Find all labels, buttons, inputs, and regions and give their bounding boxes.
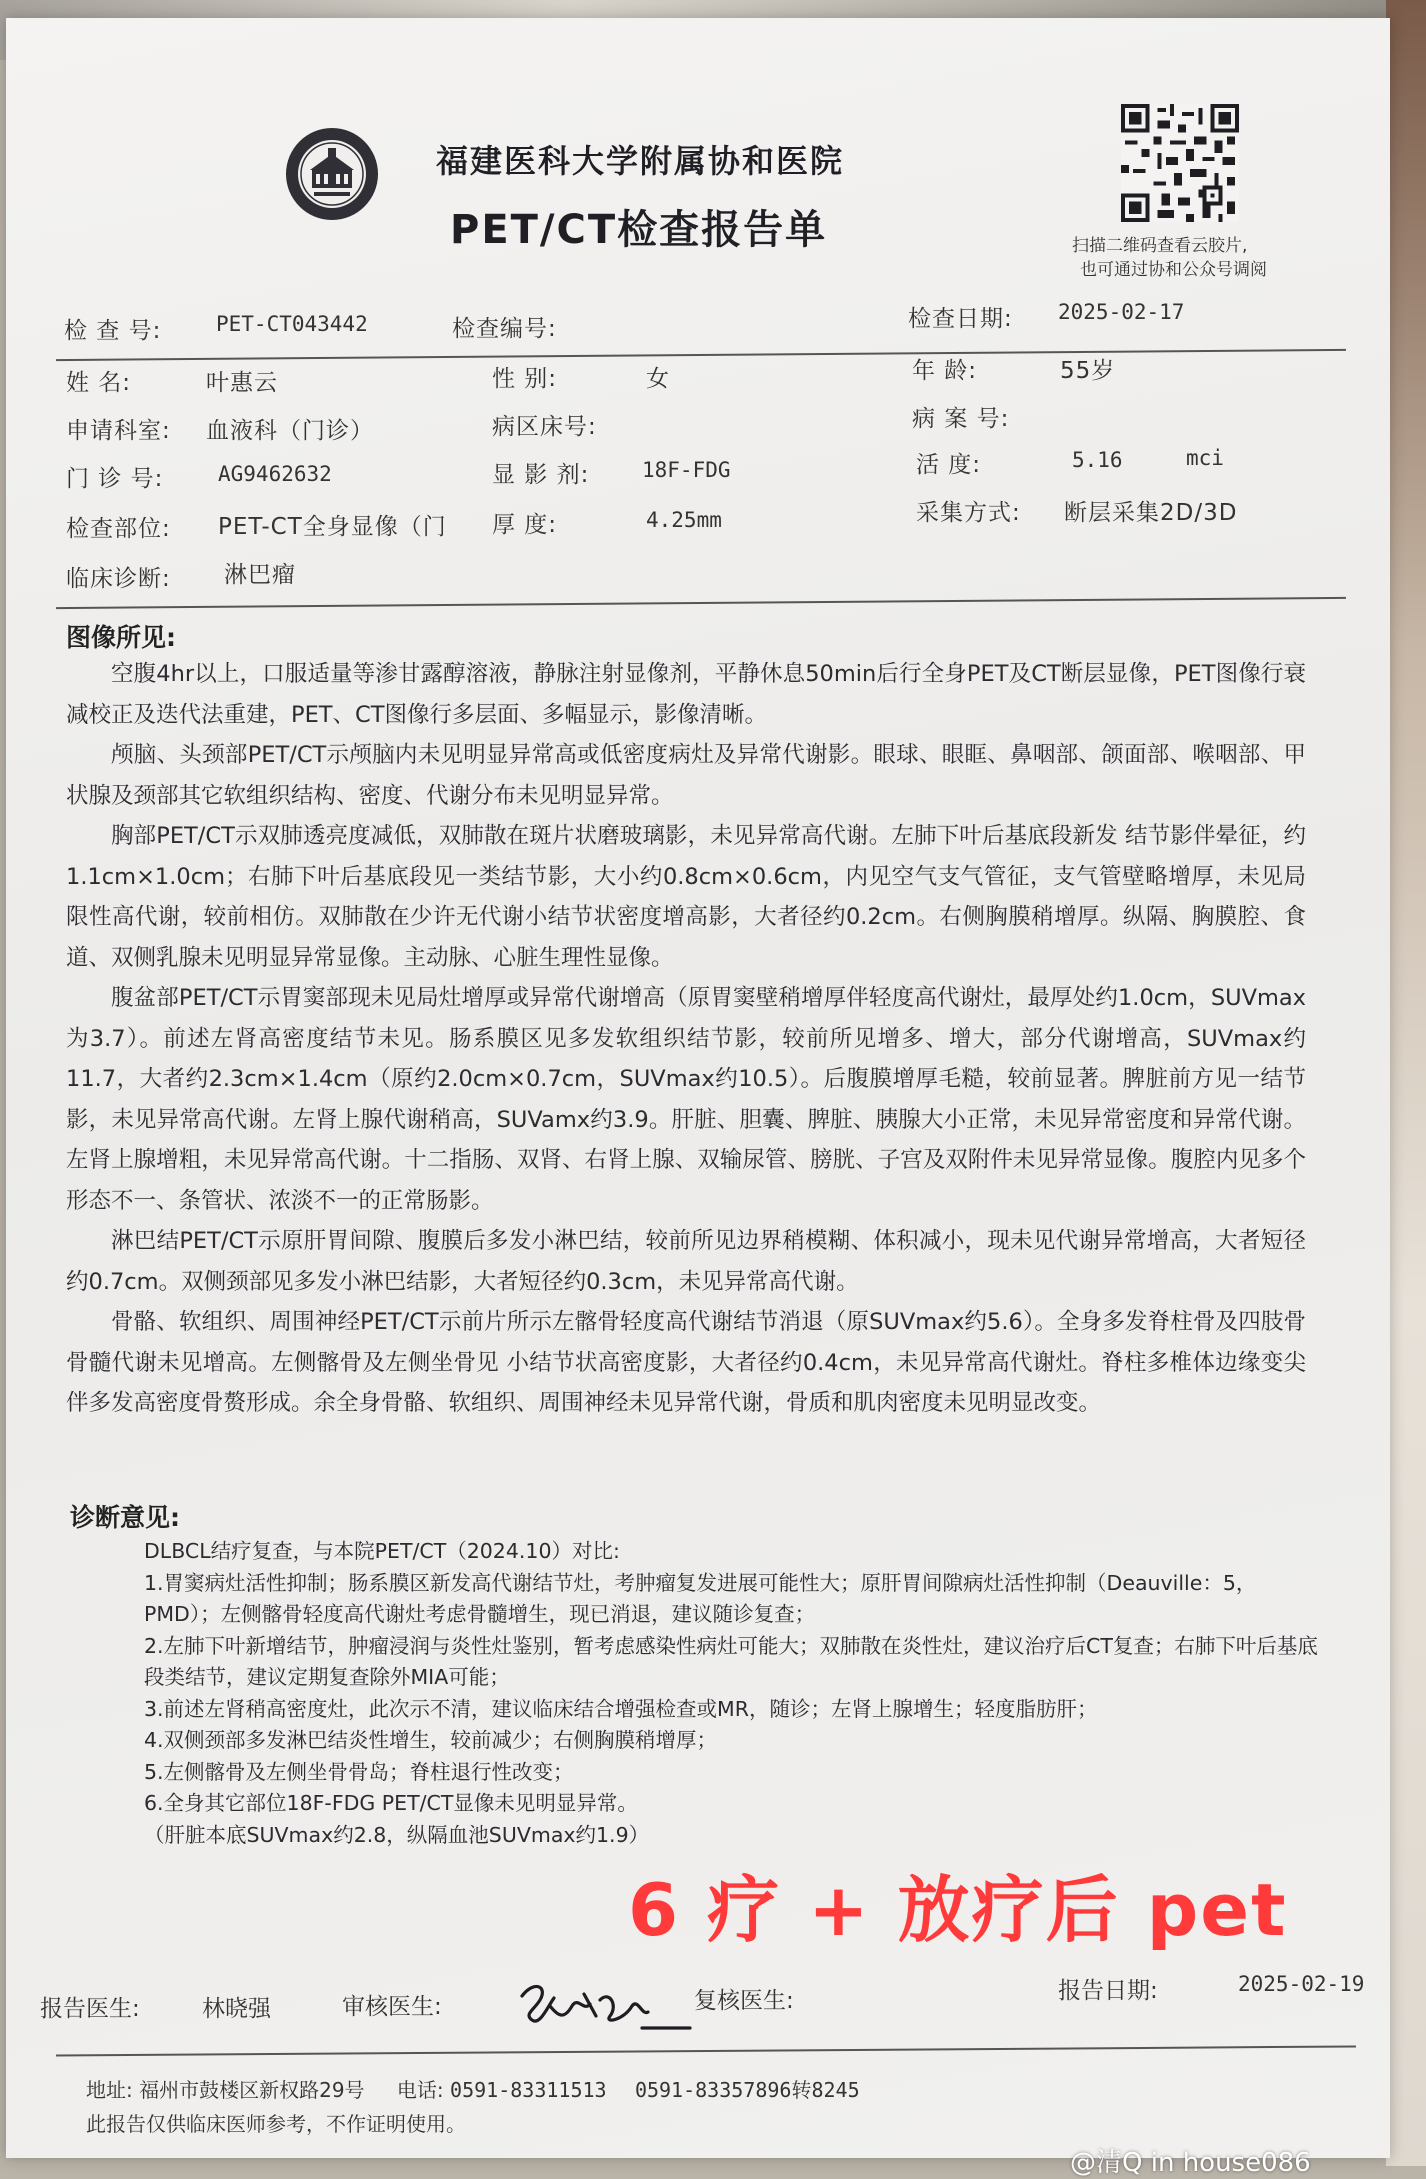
address-line bbox=[86, 2074, 860, 2103]
activity-label: 活 度: bbox=[916, 452, 982, 478]
diagnosis-line: 3.前述左肾稍高密度灶，此次示不清，建议临床结合增强检查或MR，随诊；左肾上腺增生；轻度脂肪肝； bbox=[144, 1696, 1098, 1721]
qr-note-line2: 也可通过协和公众号调阅 bbox=[1080, 260, 1267, 280]
findings-paragraph: 胸部PET/CT示双肺透亮度减低，双肺散在斑片状磨玻璃影，未见异常高代谢。左肺下叶后基底段新发 结节影伴晕征，约1.1cm×1.0cm；右肺下叶后基底段见一类结节影，大小约0.8cm×0.6cm，内见空气支气管征，支气管壁略增厚，未见局限性高代谢，较前相仿。双肺散在少许无代谢小结节状密度增高影，大者径约0.2cm。右侧胸膜稍增厚。纵隔、胸膜腔、食道、双侧乳腺未见明显异常显像。主动脉、心脏生理性显像。 bbox=[66, 823, 1306, 971]
exam-date-value: 2025-02-17 bbox=[1058, 300, 1185, 324]
qr-code[interactable] bbox=[1120, 104, 1240, 222]
diag-label: 临床诊断: bbox=[66, 566, 171, 592]
recheck-label: 复核医生: bbox=[694, 1988, 794, 2014]
findings-paragraph: 空腹4hr以上，口服适量等渗甘露醇溶液，静脉注射显像剂，平静休息50min后行全身PET及CT断层显像，PET图像行衰减校正及迭代法重建，PET、CT图像行多层面、多幅显示，影像清晰。 bbox=[66, 661, 1306, 728]
diagnosis-line: 5.左侧髂骨及左侧坐骨骨岛；脊柱退行性改变； bbox=[144, 1759, 574, 1784]
acq-value: 断层采集2D/3D bbox=[1064, 500, 1238, 526]
diagnosis-line: 6.全身其它部位18F-FDG PET/CT显像未见明显异常。 bbox=[144, 1791, 638, 1815]
name-label: 姓 名: bbox=[66, 370, 132, 396]
thick-label: 厚 度: bbox=[492, 512, 558, 538]
report-title: PET/CT检查报告单 bbox=[450, 207, 828, 253]
diagnosis-line: 2.左肺下叶新增结节，肿瘤浸润与炎性灶鉴别，暂考虑感染性病灶可能大；双肺散在炎性灶，建议治疗后CT复查；右肺下叶后基底段类结节，建议定期复查除外MIA可能； bbox=[144, 1633, 1318, 1689]
address-value: 福州市鼓楼区新权路29号 bbox=[139, 2078, 365, 2102]
record-label: 病 案 号: bbox=[912, 406, 1010, 432]
diagnosis-line: DLBCL结疗复查，与本院PET/CT（2024.10）对比: bbox=[144, 1539, 620, 1563]
sex-value: 女 bbox=[646, 366, 670, 392]
reviewer-signature bbox=[514, 1976, 692, 2038]
findings-paragraph: 淋巴结PET/CT示原肝胃间隙、腹膜后多发小淋巴结，较前所见边界稍模糊、体积减小，现未见代谢异常增高，大者短径约0.7cm。双侧颈部见多发小淋巴结影，大者短径约0.3cm，未见异常高代谢。 bbox=[66, 1228, 1306, 1295]
diag-value: 淋巴瘤 bbox=[224, 562, 296, 588]
agent-label: 显 影 剂: bbox=[492, 462, 590, 488]
exam-no-label: 检 查 号: bbox=[64, 318, 162, 344]
name-value: 叶惠云 bbox=[206, 370, 278, 396]
hospital-logo bbox=[284, 126, 380, 222]
exam-no-value: PET-CT043442 bbox=[216, 312, 368, 336]
findings-body bbox=[66, 654, 1306, 1424]
disclaimer: 此报告仅供临床医师参考，不作证明使用。 bbox=[86, 2112, 466, 2136]
phone-1: 0591-83311513 bbox=[450, 2078, 607, 2102]
phone-label: 电话: bbox=[396, 2078, 444, 2102]
exam-code-label: 检查编号: bbox=[452, 316, 557, 342]
diagnosis-line: （肝脏本底SUVmax约2.8，纵隔血池SUVmax约1.9） bbox=[144, 1822, 650, 1847]
diagnosis-body bbox=[144, 1536, 1324, 1851]
overlay-annotation: 6 疗 + 放疗后 pet bbox=[628, 1868, 1288, 1952]
phone-2: 0591-83357896转8245 bbox=[634, 2078, 860, 2102]
findings-paragraph: 骨骼、软组织、周围神经PET/CT示前片所示左髂骨轻度高代谢结节消退（原SUVmax约5.6）。全身多发脊柱骨及四肢骨骨髓代谢未见增高。左侧髂骨及左侧坐骨见 小结节状高密度影，大者径约0.4cm，未见异常高代谢灶。脊柱多椎体边缘变尖伴多发高密度骨赘形成。余全身骨骼、软组织、周围神经未见异常代谢，骨质和肌肉密度未见明显改变。 bbox=[66, 1309, 1306, 1416]
diagnosis-line: 4.双侧颈部多发淋巴结炎性增生，较前减少；右侧胸膜稍增厚； bbox=[144, 1728, 718, 1752]
findings-title: 图像所见: bbox=[66, 623, 176, 652]
sex-label: 性 别: bbox=[492, 366, 558, 392]
activity-value: 5.16 bbox=[1072, 448, 1123, 472]
doctor-label: 报告医生: bbox=[40, 1996, 140, 2022]
watermark: @清Q in house086 bbox=[1070, 2148, 1311, 2178]
hospital-name: 福建医科大学附属协和医院 bbox=[436, 142, 845, 180]
findings-paragraph: 颅脑、头颈部PET/CT示颅脑内未见明显异常高或低密度病灶及异常代谢影。眼球、眼眶、鼻咽部、颌面部、喉咽部、甲状腺及颈部其它软组织结构、密度、代谢分布未见明显异常。 bbox=[66, 742, 1306, 809]
site-value: PET-CT全身显像（门 bbox=[218, 514, 447, 540]
qr-note-line1: 扫描二维码查看云胶片, bbox=[1072, 236, 1248, 256]
exam-date-label: 检查日期: bbox=[908, 306, 1013, 332]
report-date-label: 报告日期: bbox=[1058, 1978, 1158, 2004]
qr-note bbox=[1072, 234, 1267, 282]
age-label: 年 龄: bbox=[912, 358, 978, 384]
reviewer-label: 审核医生: bbox=[342, 1994, 442, 2020]
doctor-value: 林晓强 bbox=[202, 1996, 271, 2022]
diagnosis-line: 1.胃窦病灶活性抑制；肠系膜区新发高代谢结节灶，考肿瘤复发进展可能性大；原肝胃间隙病灶活性抑制（Deauville：5，PMD）；左侧髂骨轻度高代谢灶考虑骨髓增生，现已消退，建议随诊复查； bbox=[144, 1570, 1257, 1626]
acq-label: 采集方式: bbox=[916, 500, 1021, 526]
footer-divider bbox=[56, 2045, 1356, 2056]
age-value: 55岁 bbox=[1060, 358, 1116, 384]
findings-paragraph: 腹盆部PET/CT示胃窦部现未见局灶增厚或异常代谢增高（原胃窦壁稍增厚伴轻度高代谢灶，最厚处约1.0cm，SUVmax为3.7）。前述左肾高密度结节未见。肠系膜区见多发软组织结节影，较前所见增多、增大，部分代谢增高，SUVmax约11.7，大者约2.3cm×1.4cm（原约2.0cm×0.7cm，SUVmax约10.5）。后腹膜增厚毛糙，较前显著。脾脏前方见一结节影，未见异常高代谢。左肾上腺代谢稍高，SUVamx约3.9。肝脏、胆囊、脾脏、胰腺大小正常，未见异常密度和异常代谢。左肾上腺增粗，未见异常高代谢。十二指肠、双肾、右肾上腺、双输尿管、膀胱、子宫及双附件未见异常显像。腹腔内见多个形态不一、条管状、浓淡不一的正常肠影。 bbox=[66, 985, 1306, 1214]
address-label: 地址: bbox=[86, 2078, 133, 2102]
header-divider bbox=[56, 349, 1346, 361]
dept-label: 申请科室: bbox=[66, 418, 171, 444]
info-divider bbox=[56, 597, 1346, 609]
activity-unit: mci bbox=[1186, 446, 1224, 470]
clinic-value: AG9462632 bbox=[218, 462, 332, 486]
agent-value: 18F-FDG bbox=[642, 458, 731, 482]
report-date-value: 2025-02-19 bbox=[1238, 1972, 1365, 1996]
dept-value: 血液科（门诊） bbox=[206, 418, 374, 444]
thick-value: 4.25mm bbox=[646, 508, 722, 532]
ward-label: 病区床号: bbox=[492, 414, 597, 440]
report-paper bbox=[6, 18, 1390, 2178]
background-right bbox=[1386, 0, 1426, 2166]
diagnosis-title: 诊断意见: bbox=[70, 1503, 180, 1532]
site-label: 检查部位: bbox=[66, 516, 171, 542]
clinic-label: 门 诊 号: bbox=[66, 466, 164, 492]
